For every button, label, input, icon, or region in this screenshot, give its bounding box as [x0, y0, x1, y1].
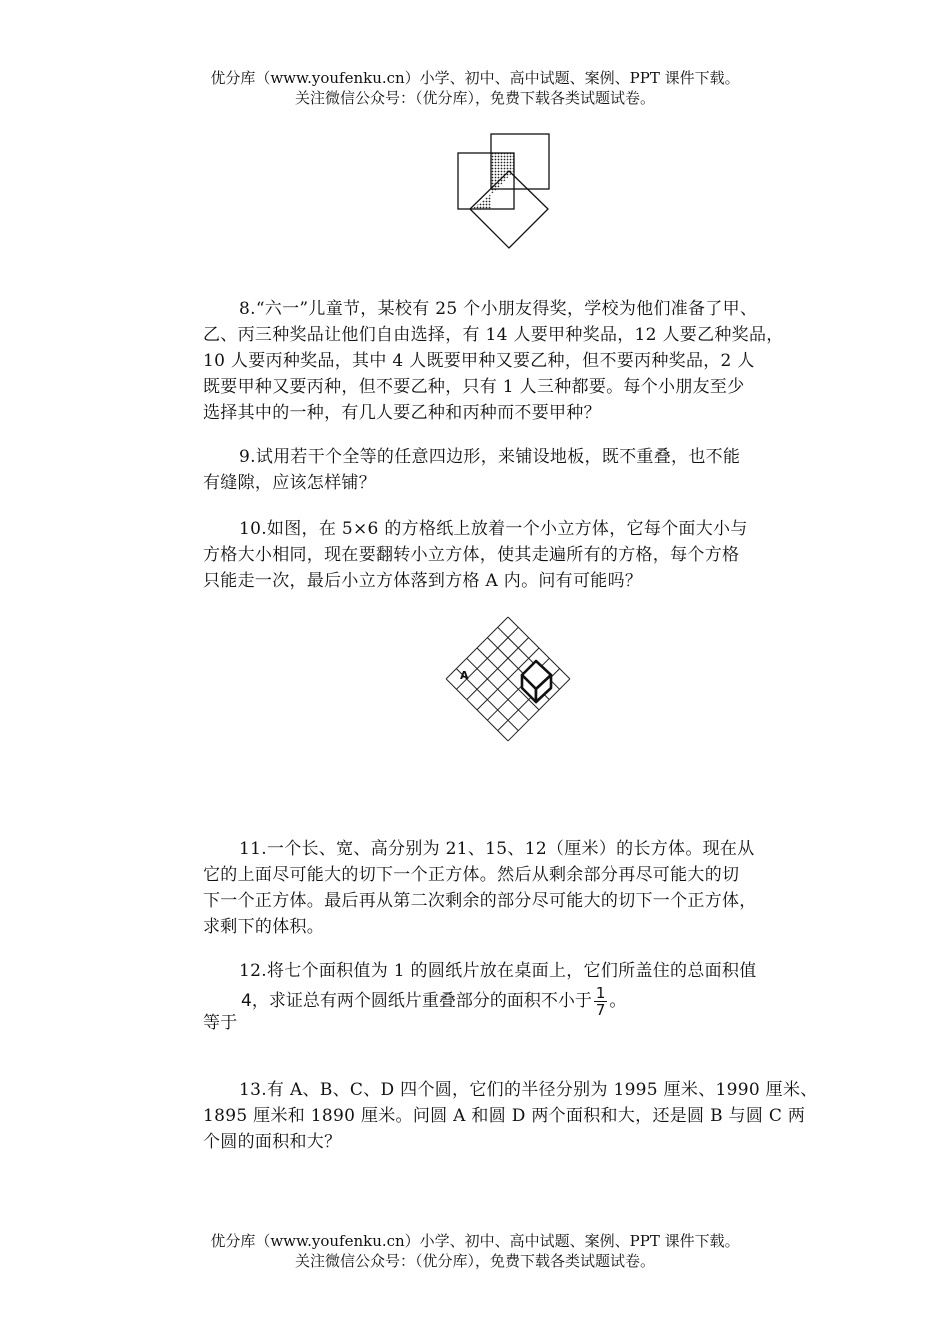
q10-line-2: 方格大小相同，现在要翻转小立方体，使其走遍所有的方格，每个方格 — [203, 545, 740, 565]
q12-line-2-text: 4，求证总有两个圆纸片重叠部分的面积不小于 — [241, 991, 592, 1011]
q11-line-3: 下一个正方体。最后再从第二次剩余的部分尽可能大的切下一个正方体， — [203, 891, 757, 911]
question-13 — [203, 1077, 818, 1155]
question-8 — [203, 296, 803, 426]
q10-line-1: 10.如图，在 5×6 的方格纸上放着一个小立方体，它每个面大小与 — [239, 519, 748, 539]
question-9 — [203, 444, 803, 496]
header-line-1: 优分库（www.youfenku.cn）小学、初中、高中试题、案例、PPT 课件下载。 — [210, 69, 740, 87]
grid-cube-figure — [418, 614, 608, 794]
q11-line-2: 它的上面尽可能大的切下一个正方体。然后从剩余部分再尽可能大的切 — [203, 865, 740, 885]
fraction-denominator: 7 — [595, 1000, 606, 1019]
question-10 — [203, 516, 803, 594]
footer-line-2: 关注微信公众号：（优分库），免费下载各类试题试卷。 — [294, 1252, 655, 1270]
overlapping-squares-figure — [455, 131, 565, 261]
q8-line-5: 选择其中的一种，有几人要乙种和丙种而不要甲种？ — [203, 403, 601, 423]
q11-line-4: 求剩下的体积。 — [203, 917, 325, 937]
q8-line-3: 10 人要丙种奖品，其中 4 人既要甲种又要乙种，但不要丙种奖品，2 人 — [203, 351, 755, 371]
q12-line-3-wrap — [203, 1010, 803, 1036]
page-footer — [0, 1231, 950, 1271]
q13-line-1: 13.有 A、B、C、D 四个圆，它们的半径分别为 1995 厘米、1990 厘米、 — [239, 1080, 818, 1100]
q12-line-1: 12.将七个面积值为 1 的圆纸片放在桌面上，它们所盖住的总面积值 — [239, 961, 757, 981]
q9-line-1: 9.试用若干个全等的任意四边形，来铺设地板，既不重叠，也不能 — [239, 447, 741, 467]
q8-line-1: 8.“六一”儿童节，某校有 25 个小朋友得奖，学校为他们准备了甲、 — [239, 299, 758, 319]
footer-line-1: 优分库（www.youfenku.cn）小学、初中、高中试题、案例、PPT 课件下载。 — [210, 1232, 740, 1250]
grid-label-a: A — [460, 669, 469, 682]
page-header — [0, 68, 950, 108]
q13-line-3: 个圆的面积和大？ — [203, 1132, 342, 1152]
q12-line-2-end: 。 — [609, 991, 627, 1011]
q12-line-3: 等于 — [203, 1013, 238, 1033]
small-cube — [522, 661, 551, 702]
question-12 — [203, 958, 803, 984]
q9-line-2: 有缝隙，应该怎样铺？ — [203, 473, 376, 493]
fraction-numerator: 1 — [595, 983, 606, 1002]
q8-line-2: 乙、丙三种奖品让他们自由选择，有 14 人要甲种奖品，12 人要乙种奖品， — [203, 325, 784, 345]
q10-line-3: 只能走一次，最后小立方体落到方格 A 内。问有可能吗？ — [203, 571, 643, 591]
q8-line-4: 既要甲种又要丙种，但不要乙种，只有 1 人三种都要。每个小朋友至少 — [203, 377, 745, 397]
header-line-2: 关注微信公众号：（优分库），免费下载各类试题试卷。 — [294, 89, 655, 107]
q11-line-1: 11.一个长、宽、高分别为 21、15、12（厘米）的长方体。现在从 — [239, 839, 755, 859]
question-11 — [203, 836, 803, 940]
q13-line-2: 1895 厘米和 1890 厘米。问圆 A 和圆 D 两个面积和大，还是圆 B 与圆 C 两 — [203, 1106, 806, 1126]
